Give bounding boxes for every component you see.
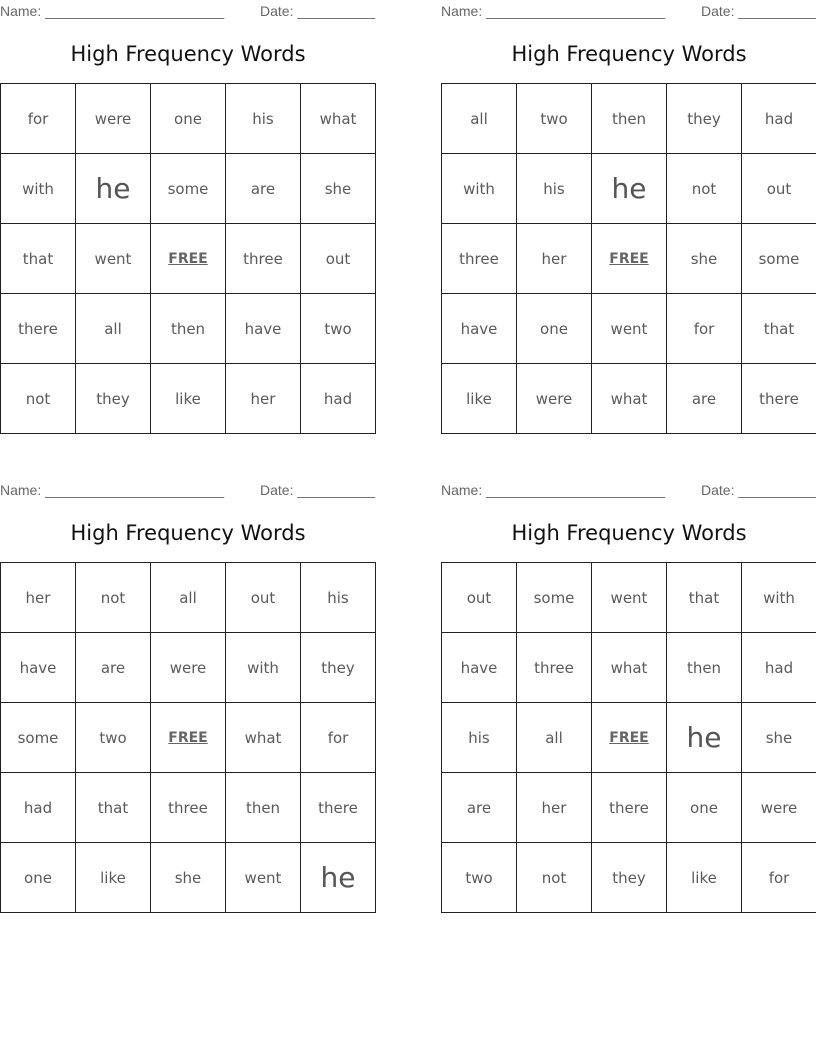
bingo-grid (0, 83, 376, 434)
grid-cell: what (592, 633, 667, 703)
grid-cell: he (667, 703, 742, 773)
grid-cell: his (517, 154, 592, 224)
grid-cell: his (301, 563, 376, 633)
grid-cell: that (76, 773, 151, 843)
grid-row (1, 84, 376, 154)
free-space-cell: FREE (592, 703, 667, 773)
grid-cell: his (442, 703, 517, 773)
free-space-cell: FREE (151, 703, 226, 773)
grid-row (1, 224, 376, 294)
grid-cell: had (742, 84, 816, 154)
grid-cell: for (667, 294, 742, 364)
grid-cell: all (151, 563, 226, 633)
grid-cell: she (151, 843, 226, 913)
date-field: Date: __________ (260, 482, 376, 498)
grid-cell: had (1, 773, 76, 843)
grid-cell: have (226, 294, 301, 364)
grid-cell: had (742, 633, 816, 703)
grid-cell: went (76, 224, 151, 294)
grid-row (442, 154, 816, 224)
grid-cell: not (667, 154, 742, 224)
grid-row (442, 364, 816, 434)
grid-cell: went (592, 563, 667, 633)
grid-cell: three (151, 773, 226, 843)
grid-cell: two (517, 84, 592, 154)
card-header (0, 479, 376, 499)
name-field: Name: _______________________ (441, 3, 666, 19)
grid-row (1, 843, 376, 913)
grid-cell: some (517, 563, 592, 633)
card-header (0, 0, 376, 20)
grid-cell: are (76, 633, 151, 703)
grid-row (442, 703, 816, 773)
grid-row (1, 364, 376, 434)
name-field: Name: _______________________ (0, 482, 225, 498)
grid-row (442, 84, 816, 154)
grid-cell: some (151, 154, 226, 224)
grid-cell: for (301, 703, 376, 773)
grid-cell: her (517, 773, 592, 843)
grid-cell: one (667, 773, 742, 843)
grid-cell: have (442, 294, 517, 364)
grid-cell: out (226, 563, 301, 633)
grid-cell: like (151, 364, 226, 434)
grid-cell: out (742, 154, 816, 224)
grid-row (442, 773, 816, 843)
grid-cell: have (442, 633, 517, 703)
name-field: Name: _______________________ (441, 482, 666, 498)
grid-cell: then (226, 773, 301, 843)
grid-cell: were (76, 84, 151, 154)
card-header (441, 479, 816, 499)
grid-cell: went (592, 294, 667, 364)
grid-cell: out (301, 224, 376, 294)
name-field: Name: _______________________ (0, 3, 225, 19)
grid-cell: what (592, 364, 667, 434)
grid-cell: then (667, 633, 742, 703)
grid-cell: for (742, 843, 816, 913)
grid-cell: what (226, 703, 301, 773)
grid-cell: her (517, 224, 592, 294)
grid-cell: all (76, 294, 151, 364)
grid-cell: not (517, 843, 592, 913)
grid-row (1, 703, 376, 773)
grid-cell: were (517, 364, 592, 434)
grid-row (1, 773, 376, 843)
grid-cell: with (442, 154, 517, 224)
grid-cell: he (301, 843, 376, 913)
grid-cell: they (301, 633, 376, 703)
grid-cell: her (226, 364, 301, 434)
card-header (441, 0, 816, 20)
bingo-card (0, 479, 376, 894)
grid-cell: are (226, 154, 301, 224)
grid-cell: three (226, 224, 301, 294)
grid-cell: were (151, 633, 226, 703)
grid-cell: he (76, 154, 151, 224)
date-field: Date: __________ (701, 3, 816, 19)
free-space-cell: FREE (592, 224, 667, 294)
grid-cell: all (517, 703, 592, 773)
grid-cell: like (442, 364, 517, 434)
grid-row (1, 633, 376, 703)
free-space-cell: FREE (151, 224, 226, 294)
grid-cell: not (1, 364, 76, 434)
grid-row (442, 843, 816, 913)
bingo-grid (441, 562, 816, 913)
grid-cell: her (1, 563, 76, 633)
grid-cell: one (151, 84, 226, 154)
grid-row (442, 633, 816, 703)
grid-cell: some (742, 224, 816, 294)
bingo-grid (441, 83, 816, 434)
grid-cell: they (667, 84, 742, 154)
grid-cell: she (301, 154, 376, 224)
grid-cell: all (442, 84, 517, 154)
grid-cell: for (1, 84, 76, 154)
grid-cell: were (742, 773, 816, 843)
grid-cell: they (592, 843, 667, 913)
grid-cell: she (667, 224, 742, 294)
grid-cell: three (442, 224, 517, 294)
grid-cell: that (667, 563, 742, 633)
card-title: High Frequency Words (70, 521, 306, 545)
grid-cell: some (1, 703, 76, 773)
grid-row (442, 224, 816, 294)
grid-row (442, 294, 816, 364)
bingo-card (441, 0, 816, 408)
card-title: High Frequency Words (70, 42, 306, 66)
grid-cell: are (442, 773, 517, 843)
grid-cell: one (1, 843, 76, 913)
grid-cell: with (742, 563, 816, 633)
grid-cell: he (592, 154, 667, 224)
grid-cell: like (667, 843, 742, 913)
card-title: High Frequency Words (511, 521, 747, 545)
grid-cell: three (517, 633, 592, 703)
grid-cell: went (226, 843, 301, 913)
grid-cell: that (742, 294, 816, 364)
grid-cell: with (1, 154, 76, 224)
date-field: Date: __________ (260, 3, 376, 19)
grid-row (442, 563, 816, 633)
grid-cell: out (442, 563, 517, 633)
grid-cell: two (76, 703, 151, 773)
grid-cell: then (151, 294, 226, 364)
grid-cell: two (301, 294, 376, 364)
grid-cell: like (76, 843, 151, 913)
grid-cell: they (76, 364, 151, 434)
bingo-card (441, 479, 816, 887)
date-field: Date: __________ (701, 482, 816, 498)
grid-row (1, 154, 376, 224)
grid-cell: with (226, 633, 301, 703)
grid-cell: are (667, 364, 742, 434)
grid-cell: there (592, 773, 667, 843)
bingo-grid (0, 562, 376, 913)
grid-cell: not (76, 563, 151, 633)
bingo-card (0, 0, 376, 408)
grid-cell: have (1, 633, 76, 703)
grid-cell: then (592, 84, 667, 154)
grid-cell: his (226, 84, 301, 154)
grid-cell: what (301, 84, 376, 154)
grid-cell: had (301, 364, 376, 434)
grid-cell: two (442, 843, 517, 913)
grid-cell: she (742, 703, 816, 773)
grid-cell: there (742, 364, 816, 434)
grid-cell: one (517, 294, 592, 364)
grid-cell: there (1, 294, 76, 364)
card-title: High Frequency Words (511, 42, 747, 66)
grid-cell: there (301, 773, 376, 843)
grid-cell: that (1, 224, 76, 294)
grid-row (1, 563, 376, 633)
grid-row (1, 294, 376, 364)
